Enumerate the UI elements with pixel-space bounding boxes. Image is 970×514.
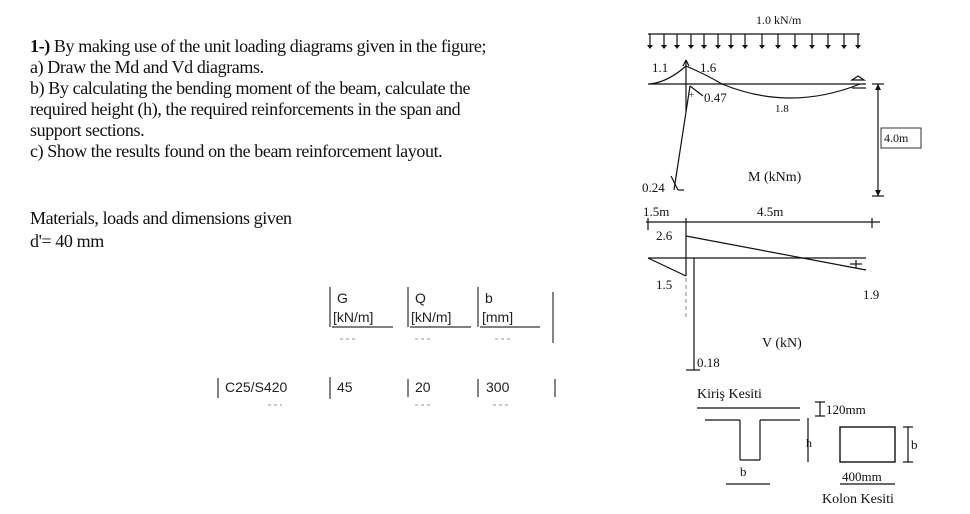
load-arrowheads	[647, 45, 861, 49]
m-span-value: 0.47	[704, 90, 727, 105]
task-b-line1: b) By calculating the bending moment of the beam, calculate the	[30, 78, 471, 98]
m-right-value: 1.8	[775, 103, 789, 115]
task-a: a) Draw the Md and Vd diagrams.	[30, 57, 264, 77]
slab-thickness: 120mm	[826, 402, 866, 417]
materials-line: Materials, loads and dimensions given	[30, 208, 292, 228]
b-cell: 300	[486, 379, 510, 395]
table-lines	[218, 287, 555, 399]
material-cell: C25/S420	[225, 379, 288, 395]
task-c: c) Show the results found on the beam reinforcement layout.	[30, 141, 443, 161]
header-b-unit: [mm]	[482, 309, 514, 325]
q-cell: 20	[415, 379, 431, 395]
v-right-value: 1.9	[863, 287, 880, 302]
distributed-load	[648, 34, 860, 45]
g-cell: 45	[337, 379, 353, 395]
m-diagram-label: M (kNm)	[748, 170, 802, 185]
problem-intro: By making use of the unit loading diagrams given in the figure;	[53, 36, 487, 56]
beam-h-label: h	[806, 436, 812, 450]
dimension-line	[646, 218, 880, 230]
task-b-line2: required height (h), the required reinforcements in the span and	[30, 99, 461, 119]
cantilever-length: 1.5m	[643, 204, 670, 219]
m-top-left: 1.1	[652, 60, 669, 75]
shear-diagram	[648, 226, 866, 370]
task-b-line3: support sections.	[30, 120, 145, 140]
table-dashes	[268, 339, 512, 405]
header-b: b	[485, 290, 493, 306]
problem-number: 1-)	[30, 36, 50, 56]
header-q-unit: [kN/m]	[411, 309, 452, 325]
column-rect	[840, 427, 895, 462]
load-label: 1.0 kN/m	[756, 13, 802, 27]
span-length: 4.5m	[757, 204, 784, 219]
v-diagram-label: V (kN)	[762, 336, 802, 351]
column-width: 400mm	[842, 469, 882, 484]
beam-section-title: Kiriş Kesiti	[697, 387, 762, 402]
cover-value: d'= 40 mm	[30, 231, 104, 251]
beam-b-label: b	[740, 464, 747, 479]
v-bottom-value: 0.18	[697, 355, 720, 370]
v-left-value: 1.5	[656, 277, 673, 292]
m-bottom-value: 0.24	[642, 180, 665, 195]
column-section-title: Kolon Kesiti	[822, 492, 894, 507]
beam-section	[697, 408, 808, 484]
v-top-value: 2.6	[656, 228, 673, 243]
sign-plus: +	[689, 90, 695, 100]
header-g-unit: [kN/m]	[333, 309, 374, 325]
column-b-label: b	[911, 437, 918, 452]
slab-dimension	[815, 402, 825, 416]
height-label: 4.0m	[884, 131, 909, 145]
header-q: Q	[415, 290, 426, 306]
header-g: G	[337, 290, 348, 306]
m-top-right: 1.6	[700, 60, 717, 75]
